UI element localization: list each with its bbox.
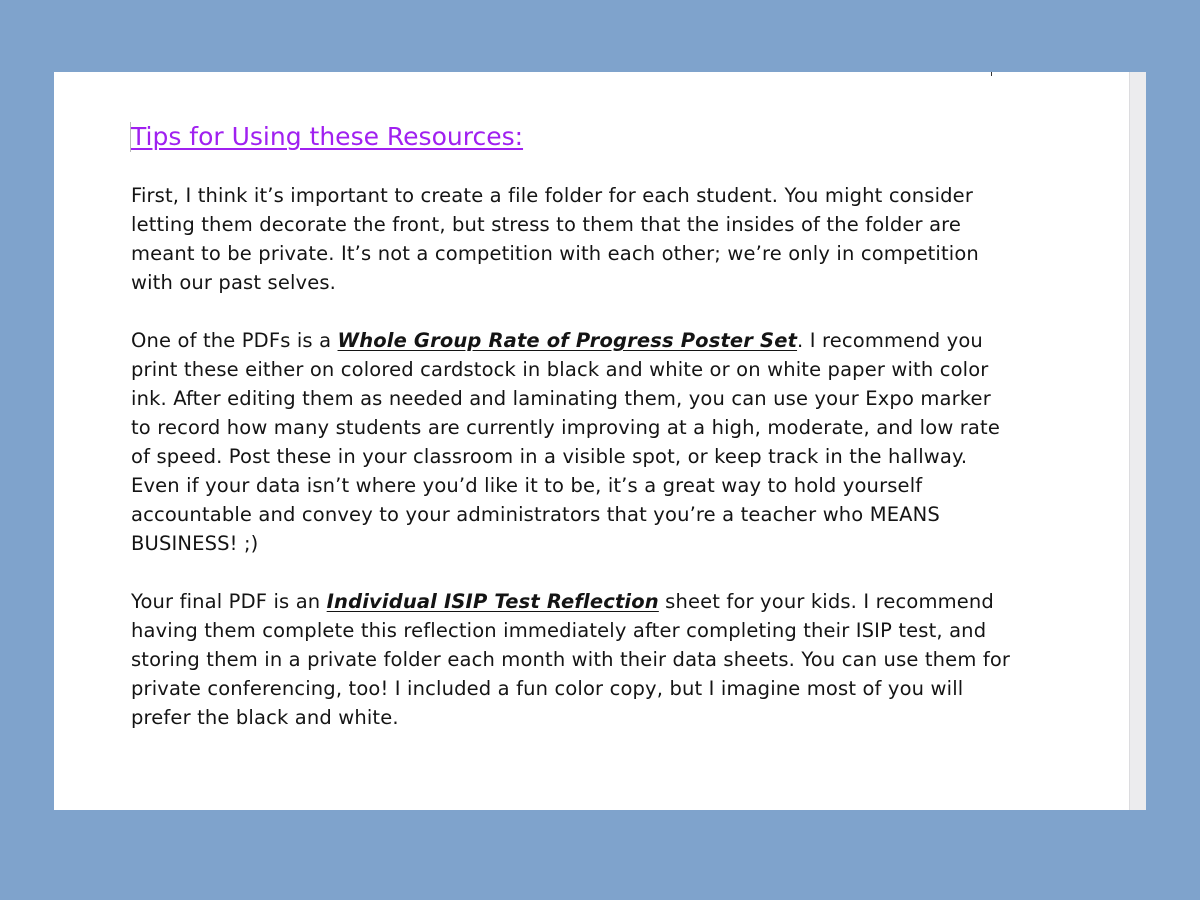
document-page [54, 72, 1146, 810]
paragraph-file-folder [131, 181, 1011, 297]
paragraph-poster-set [131, 326, 1011, 558]
paragraph-text: First, I think it’s important to create a file folder for each student. You might consider letting them decorate the front, but stress to them that the insides of the folder are meant to be private. It’s not a competition with each other; we’re only in competition with our past selves. [131, 184, 979, 294]
document-body[interactable] [131, 120, 1011, 761]
link-whole-group-poster-set[interactable]: Whole Group Rate of Progress Poster Set [337, 329, 798, 352]
paragraph-test-reflection [131, 587, 1011, 732]
scrollbar[interactable] [1129, 72, 1146, 810]
paragraph-text-after: sheet for your kids. I recommend having them complete this reflection immediately after completing their ISIP test, and storing them in a private folder each month with their data sheets. You can use them for private conferencing, too! I included a fun color copy, but I imagine most of you will prefer the black and white. [131, 590, 1011, 729]
section-heading: Tips for Using these Resources: [131, 122, 524, 151]
link-individual-isip-reflection[interactable]: Individual ISIP Test Reflection [326, 590, 659, 613]
paragraph-text-before: Your final PDF is an [131, 590, 327, 613]
paragraph-text-after: . I recommend you print these either on colored cardstock in black and white or on white paper with color ink. After editing them as needed and laminating them, you can use your Expo marker to record how many students are currently improving at a high, moderate, and low rate of speed. Post these in your classroom in a visible spot, or keep track in the hallway. Even if your data isn’t where you’d like it to be, it’s a great way to hold yourself accountable and convey to your administrators that you’re a teacher who MEANS BUSINESS! ;) [131, 329, 1000, 555]
ruler-marker [991, 72, 992, 76]
paragraph-text-before: One of the PDFs is a [131, 329, 338, 352]
